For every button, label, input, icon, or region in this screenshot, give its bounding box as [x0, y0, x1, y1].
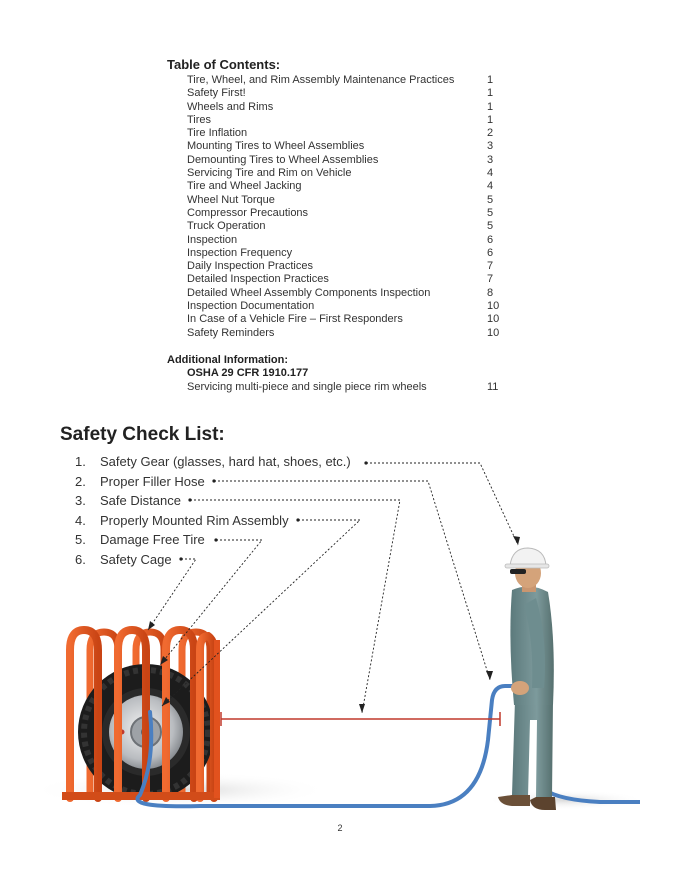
checklist-title: Safety Check List:	[60, 424, 225, 445]
checklist-item-number: 2.	[75, 473, 86, 489]
toc-entry-label: Tire Inflation	[187, 127, 248, 140]
toc-entry-label: Inspection Frequency	[187, 246, 293, 259]
toc-entry-page: 5	[487, 193, 494, 206]
toc-entry-page: 1	[487, 113, 494, 126]
toc-entry-page: 2	[487, 127, 494, 140]
toc-entry-page: 5	[487, 206, 494, 219]
toc-entry-page: 7	[487, 273, 494, 286]
toc-entry-label: Servicing multi-piece and single piece rim wheels	[187, 380, 427, 393]
checklist-item-text: Proper Filler Hose	[100, 473, 205, 489]
toc-entry-label: Servicing Tire and Rim on Vehicle	[187, 167, 352, 180]
toc-entry-page: 6	[487, 233, 494, 246]
toc-entry-label: Detailed Inspection Practices	[187, 273, 329, 286]
toc-entry-page: 5	[487, 220, 494, 233]
toc-entry-page: 8	[487, 286, 494, 299]
checklist-item-text: Safety Cage	[100, 551, 172, 567]
toc-entry-label: Tire and Wheel Jacking	[187, 180, 302, 193]
toc-entry-page: 4	[487, 167, 494, 180]
toc-entry-label: Safety First!	[187, 87, 246, 100]
checklist-item-number: 4.	[75, 512, 86, 528]
checklist-item-text: Safe Distance	[100, 493, 181, 508]
toc-entry-page: 10	[487, 326, 500, 339]
page-number: 2	[337, 823, 343, 833]
checklist-item-number: 5.	[75, 532, 86, 547]
toc-entry-label: In Case of a Vehicle Fire – First Responders	[187, 313, 403, 326]
checklist-item-number: 3.	[75, 493, 86, 508]
toc-entry-label: Wheel Nut Torque	[187, 193, 275, 206]
toc-entry-page: 1	[487, 74, 494, 86]
toc-entry-label: Inspection	[187, 233, 238, 246]
toc-entry-page: 1	[487, 87, 494, 100]
toc-entry-label: Compressor Precautions	[187, 206, 309, 219]
toc-entry-label: Inspection Documentation	[187, 300, 315, 313]
safe-distance-line	[221, 712, 500, 726]
checklist-item-number: 6.	[75, 551, 86, 567]
toc-entry-page: 10	[487, 300, 500, 313]
toc-entry-label: Wheels and Rims	[187, 100, 274, 113]
toc-entry-page: 4	[487, 180, 494, 193]
checklist-item-text: Properly Mounted Rim Assembly	[100, 512, 289, 528]
worker-figure	[498, 548, 556, 810]
toc-entry-page: 7	[487, 260, 494, 273]
toc-entry-label: Tire, Wheel, and Rim Assembly Maintenance Practices	[187, 74, 455, 86]
toc-entry-label: Truck Operation	[187, 220, 266, 233]
additional-info-subtitle: OSHA 29 CFR 1910.177	[187, 367, 309, 380]
additional-info-title: Additional Information:	[167, 353, 288, 366]
toc-entry-page: 3	[487, 140, 494, 153]
toc-entry-label: Safety Reminders	[187, 326, 275, 339]
checklist-item-text: Safety Gear (glasses, hard hat, shoes, etc.)	[100, 454, 351, 469]
toc-entry-page: 6	[487, 246, 494, 259]
toc-title: Table of Contents:	[167, 57, 281, 72]
checklist-item-number: 1.	[75, 454, 86, 469]
toc-entry-label: Mounting Tires to Wheel Assemblies	[187, 140, 365, 153]
toc-entry-page: 11	[487, 380, 499, 393]
checklist-item-text: Damage Free Tire	[100, 532, 205, 547]
toc-entry-label: Demounting Tires to Wheel Assemblies	[187, 153, 379, 166]
toc-entry-page: 10	[487, 313, 500, 326]
toc-entry-page: 3	[487, 153, 494, 166]
toc-entry-label: Daily Inspection Practices	[187, 260, 313, 273]
toc-entry-label: Detailed Wheel Assembly Components Inspection	[187, 286, 431, 299]
toc-entry-label: Tires	[187, 113, 212, 126]
toc-entry-page: 1	[487, 100, 494, 113]
